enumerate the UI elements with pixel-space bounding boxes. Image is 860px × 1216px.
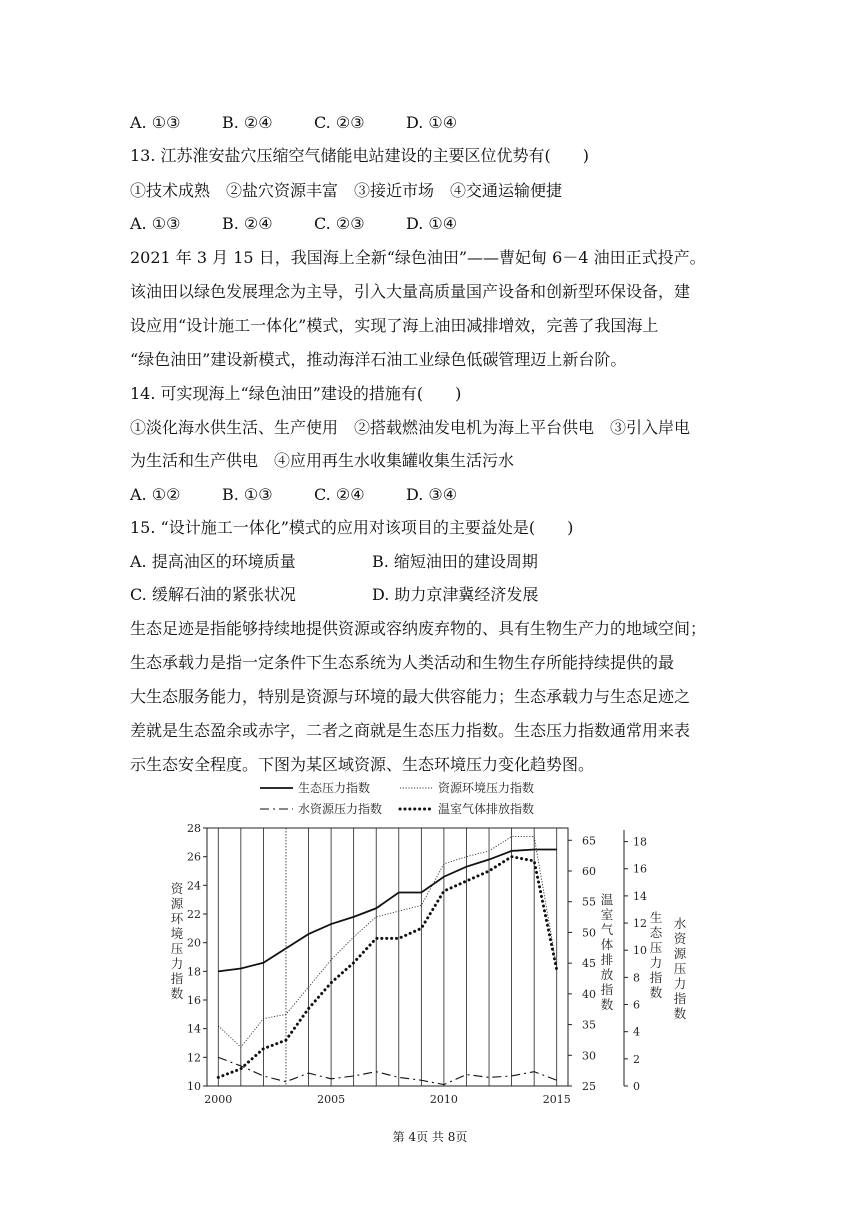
legend-label-2: 水资源压力指数 bbox=[298, 802, 383, 816]
left-axis-tick-label: 26 bbox=[187, 850, 201, 864]
x-axis-tick-label: 2005 bbox=[317, 1093, 346, 1106]
q13-items: ①技术成熟 ②盐穴资源丰富 ③接近市场 ④交通运输便捷 bbox=[130, 181, 563, 200]
q12-options bbox=[130, 113, 750, 133]
passage2-line: 大生态服务能力，特别是资源与环境的最大供容能力；生态承载力与生态足迹之 bbox=[130, 687, 691, 706]
right2-axis-label-char: 数 bbox=[649, 985, 663, 1000]
series-line-1 bbox=[218, 837, 556, 1048]
right2-axis-tick-label: 0 bbox=[633, 1080, 640, 1093]
right2-axis-tick-label: 2 bbox=[633, 1052, 640, 1066]
passage2-line: 差就是生态盈余或赤字，二者之商就是生态压力指数。生态压力指数通常用来表 bbox=[130, 721, 691, 740]
right1-axis-label-char: 体 bbox=[600, 937, 614, 952]
left-axis-tick-label: 10 bbox=[187, 1080, 201, 1093]
q13-option-d: D. ①④ bbox=[406, 214, 458, 233]
q15-option-a: A. 提高油区的环境质量 bbox=[130, 552, 296, 571]
right2-axis-tick-label: 14 bbox=[633, 889, 647, 903]
x-axis-tick-label: 2015 bbox=[542, 1093, 571, 1106]
left-axis-tick-label: 24 bbox=[187, 879, 201, 893]
left-axis-tick-label: 12 bbox=[187, 1051, 201, 1065]
q14-option-c: C. ②④ bbox=[314, 485, 365, 504]
x-axis-tick-label: 2010 bbox=[429, 1093, 458, 1106]
right1-axis-label-char: 气 bbox=[600, 922, 614, 937]
series-line-3 bbox=[218, 857, 556, 1078]
pressure-trend-chart bbox=[165, 778, 705, 1110]
right1-axis-tick-label: 45 bbox=[582, 957, 596, 971]
left-axis-label-char: 环 bbox=[170, 911, 184, 926]
passage2-line: 示生态安全程度。下图为某区域资源、生态环境压力变化趋势图。 bbox=[130, 755, 595, 774]
q15-option-d: D. 助力京津冀经济发展 bbox=[372, 585, 539, 604]
q14-stem: 14. 可实现海上“绿色油田”建设的措施有( ) bbox=[130, 384, 462, 403]
series-line-2 bbox=[218, 1057, 556, 1084]
right1-axis-tick-label: 25 bbox=[582, 1080, 596, 1093]
q14-items: ①淡化海水供生活、生产使用 ②搭载燃油发电机为海上平台供电 ③引入岸电 bbox=[130, 418, 691, 437]
q14-items-continued: 为生活和生产供电 ④应用再生水收集罐收集生活污水 bbox=[130, 451, 515, 470]
right1-axis-label-char: 数 bbox=[600, 997, 614, 1012]
q15-options-row2 bbox=[130, 585, 750, 605]
left-axis-label-char: 源 bbox=[170, 896, 184, 911]
passage1-line: 2021 年 3 月 15 日，我国海上全新“绿色油田”——曹妃甸 6－4 油田正式投产。 bbox=[130, 248, 706, 267]
q13-options bbox=[130, 214, 750, 234]
right2-axis-label-char: 压 bbox=[649, 940, 663, 955]
q13-stem: 13. 江苏淮安盐穴压缩空气储能电站建设的主要区位优势有( ) bbox=[130, 146, 590, 165]
q15-option-b: B. 缩短油田的建设周期 bbox=[372, 552, 538, 571]
right2-axis-tick-label: 6 bbox=[633, 998, 640, 1012]
right1-axis-label-char: 排 bbox=[600, 952, 614, 967]
right1-axis-tick-label: 40 bbox=[582, 987, 596, 1001]
left-axis-tick-label: 18 bbox=[187, 965, 201, 979]
chart-grid bbox=[207, 828, 568, 1086]
q13-option-b: B. ②④ bbox=[222, 214, 273, 233]
legend-label-3: 温室气体排放指数 bbox=[438, 802, 535, 816]
q14-option-a: A. ①② bbox=[130, 485, 181, 504]
right1-axis-label bbox=[601, 892, 614, 1012]
right3-axis-label-char: 水 bbox=[673, 916, 687, 931]
right2-axis-label-char: 态 bbox=[649, 925, 663, 940]
left-axis-label bbox=[171, 881, 184, 1001]
passage2-line: 生态承载力是指一定条件下生态系统为人类活动和生物生存所能持续提供的最 bbox=[130, 653, 675, 672]
right1-axis-label-char: 指 bbox=[600, 982, 614, 997]
right3-axis-label-char: 源 bbox=[673, 946, 687, 961]
page-footer: 第 4页 共 8页 bbox=[392, 1130, 468, 1144]
right1-axis-tick-label: 50 bbox=[582, 926, 596, 940]
left-axis-label-char: 资 bbox=[170, 881, 184, 896]
q12-option-a: A. ①③ bbox=[130, 113, 181, 132]
legend-label-1: 资源环境压力指数 bbox=[438, 781, 535, 795]
left-axis-label-char: 力 bbox=[170, 956, 184, 971]
right3-axis-label-char: 压 bbox=[673, 961, 687, 976]
right2-axis-tick-label: 4 bbox=[633, 1025, 640, 1039]
left-axis-tick-label: 20 bbox=[187, 936, 201, 950]
right2-axis-tick-label: 8 bbox=[633, 971, 640, 985]
left-axis-tick-label: 22 bbox=[187, 908, 201, 921]
q12-option-d: D. ①④ bbox=[406, 113, 458, 132]
plot-frame bbox=[207, 828, 568, 1086]
right3-axis-label-char: 力 bbox=[673, 976, 687, 991]
q12-option-b: B. ②④ bbox=[222, 113, 273, 132]
right2-axis-label-char: 力 bbox=[649, 955, 663, 970]
left-axis-tick-label: 14 bbox=[187, 1022, 201, 1036]
passage1-line: 设应用“设计施工一体化”模式，实现了海上油田减排增效，完善了我国海上 bbox=[130, 316, 659, 335]
q13-option-a: A. ①③ bbox=[130, 214, 181, 233]
right2-axis-label-char: 指 bbox=[649, 970, 663, 985]
left-axis-tick-label: 16 bbox=[187, 994, 201, 1007]
right1-axis-tick-label: 35 bbox=[582, 1018, 596, 1032]
right3-axis-label-char: 资 bbox=[673, 931, 687, 946]
left-axis-label-char: 境 bbox=[170, 926, 184, 941]
q13-option-c: C. ②③ bbox=[314, 214, 365, 233]
chart-legend bbox=[260, 780, 534, 816]
left-axis-label-char: 压 bbox=[170, 941, 184, 956]
legend-label-0: 生态压力指数 bbox=[298, 781, 371, 795]
chart-series bbox=[218, 837, 556, 1085]
q12-option-c: C. ②③ bbox=[314, 113, 365, 132]
left-axis-label-char: 指 bbox=[170, 971, 184, 986]
series-line-0 bbox=[218, 850, 556, 972]
q14-option-b: B. ①③ bbox=[222, 485, 273, 504]
right3-axis-label-char: 指 bbox=[673, 991, 687, 1006]
right1-axis-tick-label: 55 bbox=[582, 895, 596, 909]
q14-options bbox=[130, 485, 750, 505]
right3-axis-label bbox=[674, 916, 687, 1021]
passage1-line: “绿色油田”建设新模式，推动海洋石油工业绿色低碳管理迈上新台阶。 bbox=[130, 350, 627, 369]
left-axis-label-char: 数 bbox=[170, 986, 184, 1001]
passage1-line: 该油田以绿色发展理念为主导，引入大量高质量国产设备和创新型环保设备，建 bbox=[130, 282, 691, 301]
right3-axis-label-char: 数 bbox=[673, 1006, 687, 1021]
right2-axis-label-char: 生 bbox=[649, 910, 663, 925]
q15-option-c: C. 缓解石油的紧张状况 bbox=[130, 585, 296, 604]
left-axis-tick-label: 28 bbox=[187, 822, 201, 835]
right2-axis-tick-label: 12 bbox=[633, 917, 647, 931]
right1-axis-label-char: 室 bbox=[600, 907, 614, 922]
q15-options-row1 bbox=[130, 552, 750, 572]
right1-axis-tick-label: 60 bbox=[582, 865, 596, 878]
right2-axis-tick-label: 18 bbox=[633, 835, 647, 849]
passage2-line: 生态足迹是指能够持续地提供资源或容纳废弃物的、具有生物生产力的地域空间； bbox=[130, 619, 707, 638]
right2-axis-tick-label: 16 bbox=[633, 862, 647, 876]
q14-option-d: D. ③④ bbox=[406, 485, 458, 504]
right2-axis-label bbox=[650, 910, 663, 1000]
right1-axis-label-char: 温 bbox=[600, 892, 614, 907]
x-axis-tick-label: 2000 bbox=[204, 1093, 233, 1106]
right1-axis-label-char: 放 bbox=[600, 967, 614, 982]
q15-stem: 15. “设计施工一体化”模式的应用对该项目的主要益处是( ) bbox=[130, 518, 574, 537]
right1-axis-tick-label: 30 bbox=[582, 1049, 596, 1063]
right1-axis-tick-label: 65 bbox=[582, 834, 596, 848]
right2-axis-tick-label: 10 bbox=[633, 944, 647, 958]
